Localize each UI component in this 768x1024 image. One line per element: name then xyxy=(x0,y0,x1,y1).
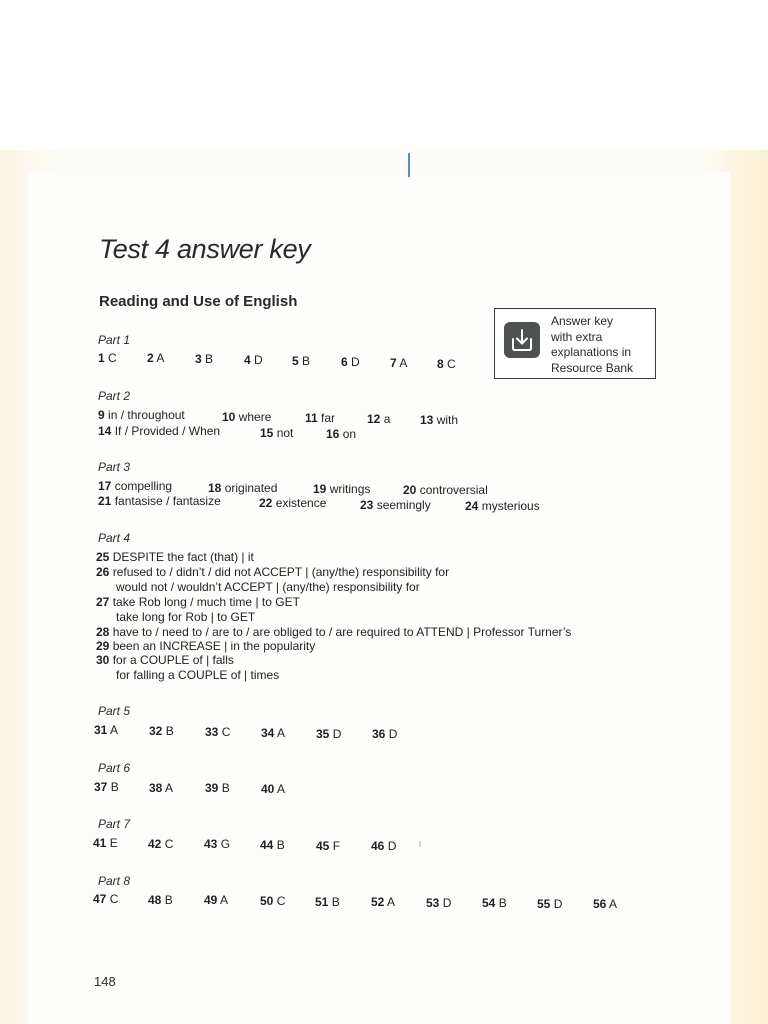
answer-item xyxy=(148,893,173,907)
answer-item xyxy=(205,781,230,795)
download-icon xyxy=(504,322,540,358)
answer-value: A xyxy=(387,895,396,909)
question-number: 9 xyxy=(98,408,105,422)
answer-item xyxy=(94,723,118,737)
answer-value: D xyxy=(387,839,397,853)
answer-line xyxy=(96,653,234,667)
answer-item xyxy=(403,483,488,497)
scan-speck xyxy=(419,841,421,847)
answer-value: writings xyxy=(329,482,371,496)
answer-item xyxy=(98,351,117,365)
answer-line-continuation xyxy=(116,580,420,594)
part-5-label: Part 5 xyxy=(98,704,131,718)
answer-value: originated xyxy=(224,481,278,495)
answer-item xyxy=(465,499,540,513)
answer-item xyxy=(260,894,285,908)
answer-item xyxy=(482,896,507,910)
question-number: 47 xyxy=(93,892,107,906)
part-7-label: Part 7 xyxy=(98,817,131,831)
question-number: 14 xyxy=(98,424,112,438)
answer-item xyxy=(204,893,228,907)
answer-value: A xyxy=(277,726,286,740)
question-number: 16 xyxy=(326,427,340,441)
question-number: 12 xyxy=(367,412,381,426)
answer-value: refused to / didn’t / did not ACCEPT | (any/the) responsibility for xyxy=(112,565,450,579)
answer-value: would not / wouldn’t ACCEPT | (any/the) responsibility for xyxy=(116,580,420,594)
answer-value: take long for Rob | to GET xyxy=(116,610,256,624)
question-number: 52 xyxy=(371,895,385,909)
answer-item xyxy=(93,836,118,850)
answer-item xyxy=(260,838,285,852)
answer-value: controversial xyxy=(419,483,488,497)
answer-line xyxy=(96,565,449,579)
answer-item xyxy=(437,357,456,371)
answer-value: B xyxy=(221,781,230,795)
question-number: 41 xyxy=(93,836,107,850)
question-number: 11 xyxy=(305,411,318,425)
answer-value: A xyxy=(156,351,165,365)
page-number: 148 xyxy=(94,974,116,989)
question-number: 23 xyxy=(360,498,374,512)
answer-item xyxy=(244,353,263,367)
answer-item xyxy=(316,727,341,741)
answer-value: DESPITE the fact (that) | it xyxy=(112,550,254,564)
answer-item xyxy=(149,724,174,738)
question-number: 4 xyxy=(244,353,251,367)
answer-value: C xyxy=(164,837,174,851)
question-number: 51 xyxy=(315,895,329,909)
question-number: 54 xyxy=(482,896,496,910)
answer-item xyxy=(261,726,285,740)
question-number: 5 xyxy=(292,354,299,368)
answer-value: B xyxy=(165,724,174,738)
answer-value: C xyxy=(108,351,117,365)
answer-item xyxy=(204,837,230,851)
answer-value: B xyxy=(205,352,214,366)
answer-value: for a COUPLE of | falls xyxy=(112,653,234,667)
section-title: Reading and Use of English xyxy=(99,293,298,310)
question-number: 24 xyxy=(465,499,479,513)
question-number: 6 xyxy=(341,355,348,369)
answer-value: fantasise / fantasize xyxy=(114,494,221,508)
question-number: 32 xyxy=(149,724,163,738)
answer-value: B xyxy=(164,893,173,907)
answer-item xyxy=(259,496,326,510)
question-number: 50 xyxy=(260,894,274,908)
answer-value: existence xyxy=(275,496,327,510)
question-number: 2 xyxy=(147,351,154,365)
answer-item xyxy=(371,895,395,909)
answer-value: If / Provided / When xyxy=(114,424,221,438)
answer-value: A xyxy=(399,356,408,370)
answer-value: far xyxy=(321,411,336,425)
answer-item xyxy=(98,494,221,508)
question-number: 43 xyxy=(204,837,218,851)
answer-value: C xyxy=(447,357,456,371)
question-number: 35 xyxy=(316,727,330,741)
question-number: 7 xyxy=(390,356,397,370)
answer-value: D xyxy=(388,727,398,741)
answer-value: A xyxy=(165,781,174,795)
answer-item xyxy=(420,413,458,427)
question-number: 3 xyxy=(195,352,202,366)
question-number: 36 xyxy=(372,727,386,741)
answer-item xyxy=(222,410,271,424)
question-number: 42 xyxy=(148,837,162,851)
answer-item xyxy=(149,781,173,795)
answer-value: F xyxy=(332,839,341,853)
answer-item xyxy=(341,355,360,369)
answer-item xyxy=(367,412,390,426)
answer-value: B xyxy=(302,354,311,368)
question-number: 26 xyxy=(96,565,110,579)
answer-value: A xyxy=(220,893,229,907)
answer-line xyxy=(96,595,300,609)
answer-value: A xyxy=(609,897,618,911)
answer-value: A xyxy=(277,782,286,796)
question-number: 29 xyxy=(96,639,110,653)
answer-value: where xyxy=(238,410,272,424)
answer-line xyxy=(96,550,254,564)
answer-item xyxy=(98,408,185,422)
part-4-label: Part 4 xyxy=(98,531,131,545)
answer-item xyxy=(593,897,617,911)
question-number: 48 xyxy=(148,893,162,907)
question-number: 45 xyxy=(316,839,330,853)
answer-item xyxy=(292,354,310,368)
question-number: 13 xyxy=(420,413,434,427)
question-number: 55 xyxy=(537,897,551,911)
question-number: 33 xyxy=(205,725,219,739)
resource-bank-callout xyxy=(494,308,656,379)
question-number: 25 xyxy=(96,550,110,564)
part-8-label: Part 8 xyxy=(98,874,131,888)
part-1-label: Part 1 xyxy=(98,333,131,347)
callout-line: Answer key xyxy=(551,314,614,328)
question-number: 34 xyxy=(261,726,275,740)
answer-value: E xyxy=(109,836,118,850)
question-number: 53 xyxy=(426,896,440,910)
answer-value: C xyxy=(276,894,286,908)
answer-item xyxy=(94,780,119,794)
answer-value: G xyxy=(220,837,231,851)
answer-item xyxy=(205,725,230,739)
answer-item xyxy=(537,897,562,911)
question-number: 56 xyxy=(593,897,607,911)
question-number: 39 xyxy=(205,781,219,795)
question-number: 27 xyxy=(96,595,110,609)
answer-value: on xyxy=(342,427,357,441)
question-number: 20 xyxy=(403,483,417,497)
question-number: 38 xyxy=(149,781,163,795)
question-number: 46 xyxy=(371,839,385,853)
answer-item xyxy=(326,427,356,441)
answer-value: D xyxy=(332,727,342,741)
question-number: 31 xyxy=(94,723,108,737)
answer-value: a xyxy=(383,412,391,426)
answer-item xyxy=(390,356,407,370)
callout-line: Resource Bank xyxy=(551,360,634,375)
callout-line: with extra xyxy=(551,329,603,344)
answer-value: compelling xyxy=(114,479,173,493)
part-6-label: Part 6 xyxy=(98,761,131,775)
answer-value: D xyxy=(254,353,263,367)
answer-value: in / throughout xyxy=(108,408,185,422)
callout-line: explanations in xyxy=(551,345,632,359)
answer-item xyxy=(98,424,220,438)
answer-value: not xyxy=(276,426,294,440)
answer-item xyxy=(305,411,335,425)
answer-item xyxy=(316,839,340,853)
question-number: 37 xyxy=(94,780,108,794)
question-number: 17 xyxy=(98,479,112,493)
answer-item xyxy=(315,895,340,909)
resource-callout-text xyxy=(551,314,655,376)
answer-value: take Rob long / much time | to GET xyxy=(112,595,300,609)
answer-line-continuation xyxy=(116,668,279,682)
question-number: 30 xyxy=(96,653,110,667)
answer-value: mysterious xyxy=(481,499,540,513)
question-number: 28 xyxy=(96,625,110,639)
answer-item xyxy=(360,498,431,512)
question-number: 40 xyxy=(261,782,275,796)
question-number: 15 xyxy=(260,426,274,440)
question-number: 22 xyxy=(259,496,273,510)
answer-value: D xyxy=(442,896,452,910)
answer-line xyxy=(96,625,571,639)
question-number: 44 xyxy=(260,838,274,852)
answer-item xyxy=(148,837,173,851)
answer-value: have to / need to / are to / are obliged to / are required to ATTEND | Professor Turner’s xyxy=(112,625,572,639)
answer-item xyxy=(313,482,370,496)
answer-item xyxy=(260,426,293,440)
answer-item xyxy=(98,479,172,493)
answer-value: B xyxy=(498,896,507,910)
question-number: 49 xyxy=(204,893,218,907)
answer-item xyxy=(208,481,277,495)
answer-item xyxy=(195,352,213,366)
answer-value: C xyxy=(221,725,231,739)
question-number: 8 xyxy=(437,357,444,371)
part-3-label: Part 3 xyxy=(98,460,131,474)
answer-value: B xyxy=(110,780,119,794)
answer-item xyxy=(93,892,118,906)
answer-value: for falling a COUPLE of | times xyxy=(116,668,280,682)
answer-value: B xyxy=(276,838,285,852)
answer-line xyxy=(96,639,315,653)
question-number: 18 xyxy=(208,481,222,495)
answer-value: D xyxy=(553,897,563,911)
answer-item xyxy=(261,782,285,796)
question-number: 19 xyxy=(313,482,327,496)
answer-value: seemingly xyxy=(376,498,431,512)
answer-value: A xyxy=(110,723,119,737)
answer-value: D xyxy=(351,355,360,369)
answer-item xyxy=(371,839,396,853)
answer-value: been an INCREASE | in the popularity xyxy=(112,639,316,653)
answer-value: with xyxy=(436,413,459,427)
question-number: 10 xyxy=(222,410,236,424)
answer-item xyxy=(426,896,451,910)
page-title: Test 4 answer key xyxy=(99,234,311,264)
question-number: 1 xyxy=(98,351,105,365)
binding-mark xyxy=(408,153,410,177)
part-2-label: Part 2 xyxy=(98,389,131,403)
answer-line-continuation xyxy=(116,610,255,624)
question-number: 21 xyxy=(98,494,112,508)
answer-item xyxy=(372,727,397,741)
answer-item xyxy=(147,351,164,365)
answer-value: C xyxy=(109,892,119,906)
answer-value: B xyxy=(331,895,340,909)
